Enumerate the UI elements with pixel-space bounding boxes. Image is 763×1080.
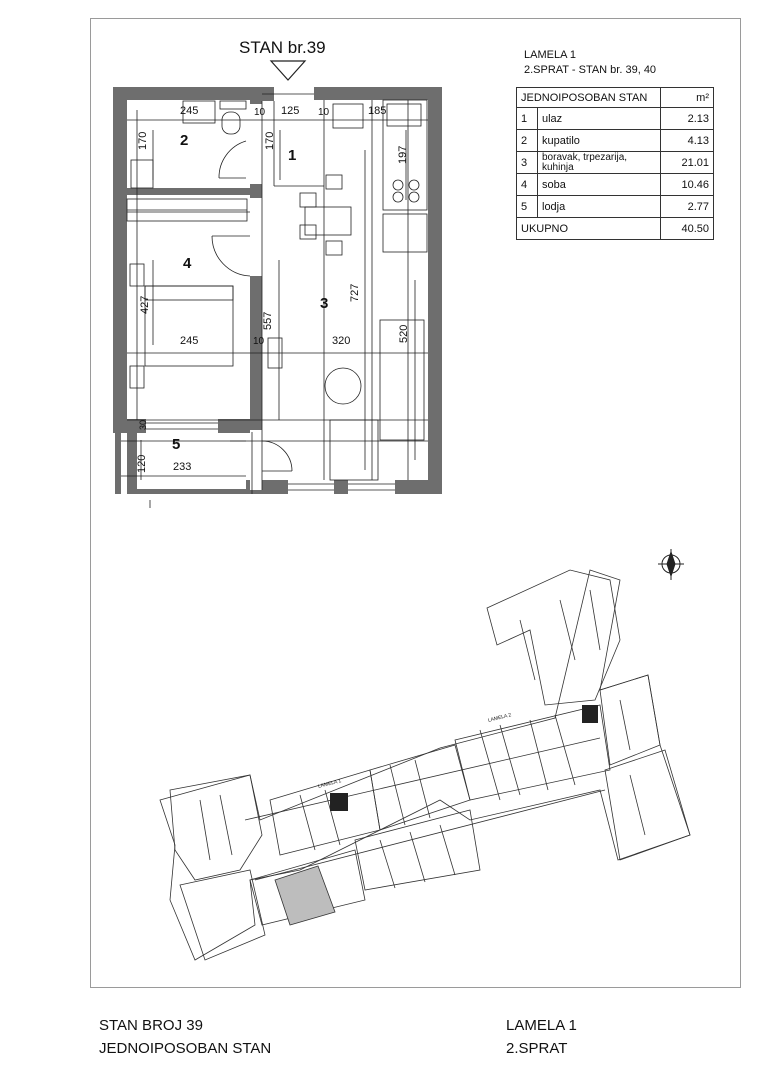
row-number: 1 — [517, 108, 538, 130]
table-row — [517, 196, 714, 218]
dimension-label: 520 — [398, 324, 410, 343]
footer-apartment-type: JEDNOIPOSOBAN STAN — [99, 1040, 272, 1057]
dimension-label: 120 — [136, 454, 148, 473]
table-unit: m² — [661, 88, 714, 108]
stair-core-1 — [330, 793, 348, 811]
row-name: lodja — [538, 196, 661, 218]
row-number: 4 — [517, 174, 538, 196]
dimension-label: 727 — [349, 283, 361, 302]
table-total-row — [517, 218, 714, 240]
room-number-3: 3 — [320, 295, 329, 312]
dimension-label: 557 — [262, 311, 274, 330]
entrance-arrow-icon — [271, 61, 305, 80]
total-value: 40.50 — [661, 218, 714, 240]
site-label-lamela-1: LAMELA 1 — [317, 778, 342, 790]
apartment-title: STAN br.39 — [239, 38, 326, 57]
dimension-label: 245 — [180, 105, 199, 117]
row-area: 21.01 — [661, 152, 714, 174]
stair-core-2 — [582, 705, 598, 723]
dimension-label: 245 — [180, 335, 199, 347]
row-name: kupatilo — [538, 130, 661, 152]
row-area: 4.13 — [661, 130, 714, 152]
table-row — [517, 174, 714, 196]
room-number-2: 2 — [180, 132, 189, 149]
row-name: soba — [538, 174, 661, 196]
table-row — [517, 130, 714, 152]
wall-east — [428, 87, 442, 494]
dimension-label: 170 — [264, 131, 276, 150]
dimension-label: 170 — [137, 131, 149, 150]
north-compass-icon — [658, 549, 684, 580]
wall-north-right — [314, 87, 442, 100]
row-number: 2 — [517, 130, 538, 152]
dimension-label: 427 — [139, 295, 151, 314]
row-number: 3 — [517, 152, 538, 174]
wall-bath — [113, 188, 261, 195]
row-number: 5 — [517, 196, 538, 218]
room-number-5: 5 — [172, 436, 181, 453]
dimension-label: 10 — [254, 107, 266, 118]
wall-south-2 — [334, 480, 348, 494]
dimension-label: 233 — [173, 461, 192, 473]
lamela-label: LAMELA 1 — [524, 49, 576, 61]
area-table — [516, 87, 714, 240]
footer-floor: 2.SPRAT — [506, 1040, 568, 1057]
highlighted-apartment — [275, 866, 335, 925]
dimension-label: 320 — [332, 335, 351, 347]
row-area: 2.13 — [661, 108, 714, 130]
table-title: JEDNOIPOSOBAN STAN — [517, 88, 661, 108]
table-row — [517, 152, 714, 174]
site-label-lamela-2: LAMELA 2 — [487, 712, 512, 724]
total-label: UKUPNO — [517, 218, 661, 240]
wall-west — [113, 87, 127, 433]
dimension-label: 10 — [318, 107, 330, 118]
dimension-label: 197 — [397, 145, 409, 164]
table-row — [517, 108, 714, 130]
room-number-1: 1 — [288, 147, 297, 164]
table-header-row — [517, 88, 714, 108]
wall-north-left — [113, 87, 261, 100]
row-area: 10.46 — [661, 174, 714, 196]
row-area: 2.77 — [661, 196, 714, 218]
dimension-label: 10 — [253, 336, 265, 347]
room-number-4: 4 — [183, 255, 192, 272]
building-site-plan — [160, 570, 690, 960]
footer-lamela: LAMELA 1 — [506, 1017, 577, 1034]
wall-south-3 — [395, 480, 442, 494]
dimension-label: 185 — [368, 105, 387, 117]
apartment-plan — [113, 87, 442, 508]
dimension-label: 125 — [281, 105, 300, 117]
footer-apartment-no: STAN BROJ 39 — [99, 1017, 203, 1034]
row-name: ulaz — [538, 108, 661, 130]
dimension-label: 30 — [138, 419, 148, 430]
floor-label: 2.SPRAT - STAN br. 39, 40 — [524, 64, 657, 76]
row-name: boravak, trpezarija, kuhinja — [538, 152, 661, 174]
